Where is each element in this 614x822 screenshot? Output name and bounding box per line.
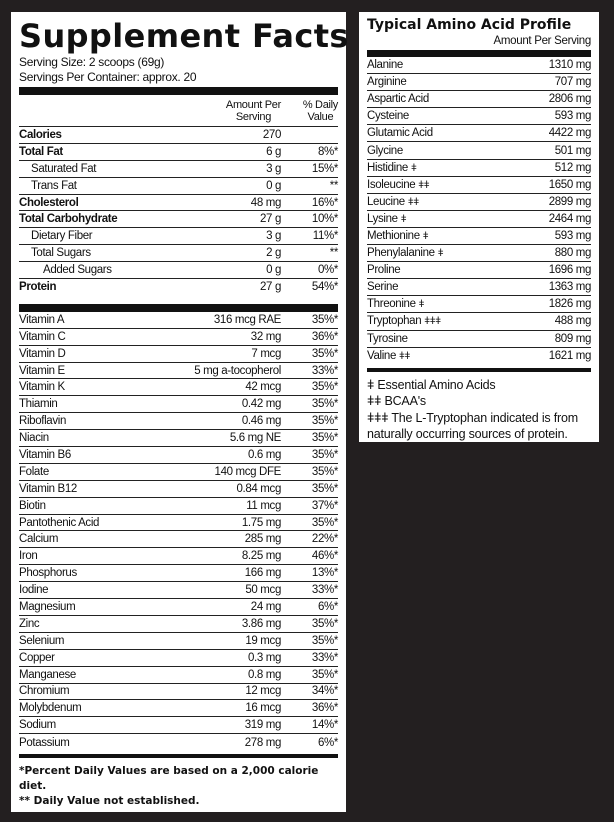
amino-amount: 1363 mg xyxy=(548,281,591,294)
nutrient-daily-value: 36%* xyxy=(311,702,338,715)
amino-mark: ǂ xyxy=(400,213,407,225)
amino-name xyxy=(367,247,555,259)
amino-name-text: Tyrosine xyxy=(367,332,408,345)
nutrient-amount: 50 mcg xyxy=(245,584,281,597)
amino-row xyxy=(367,228,591,245)
amino-amount: 2899 mg xyxy=(548,195,591,208)
nutrient-name: Iron xyxy=(19,550,38,563)
amino-mark: ǂ xyxy=(410,162,417,174)
nutrient-name: Vitamin E xyxy=(19,364,65,377)
nutrient-row xyxy=(19,396,338,413)
amino-row xyxy=(367,211,591,228)
nutrient-daily-value: 35%* xyxy=(311,516,338,529)
nutrient-name: Riboflavin xyxy=(19,415,66,428)
amino-name xyxy=(367,213,549,225)
nutrient-daily-value: 10%* xyxy=(311,213,338,226)
servings-per-container: Servings Per Container: approx. 20 xyxy=(19,70,197,84)
nutrient-amount: 0.46 mg xyxy=(241,415,281,428)
nutrient-daily-value: 0%* xyxy=(317,264,338,277)
amino-name-text: Tryptophan xyxy=(367,315,422,328)
nutrient-name: Total Sugars xyxy=(31,247,91,260)
nutrient-daily-value: 34%* xyxy=(311,685,338,698)
amino-amount: 488 mg xyxy=(554,315,591,328)
nutrient-row xyxy=(19,211,338,228)
serving-size: Serving Size: 2 scoops (69g) xyxy=(19,55,165,69)
amino-amount: 1650 mg xyxy=(548,178,591,191)
amino-name xyxy=(367,333,555,345)
nutrient-name: Total Carbohydrate xyxy=(19,213,118,226)
nutrient-amount: 0.6 mg xyxy=(247,448,281,461)
nutrient-daily-value: 35%* xyxy=(311,432,338,445)
amino-mark: ǂ xyxy=(418,299,425,311)
amino-row xyxy=(367,74,591,91)
amino-amount: 1696 mg xyxy=(548,264,591,277)
nutrient-row xyxy=(19,481,338,498)
nutrient-amount: 16 mcg xyxy=(245,702,281,715)
amino-name-text: Glycine xyxy=(367,144,403,157)
nutrient-amount: 3.86 mg xyxy=(241,617,281,630)
nutrient-name: Folate xyxy=(19,465,49,478)
nutrient-daily-value: 13%* xyxy=(311,567,338,580)
micros-table xyxy=(19,312,338,751)
nutrient-amount: 0.42 mg xyxy=(241,398,281,411)
amino-amount: 593 mg xyxy=(554,229,591,242)
amino-legend xyxy=(367,377,591,443)
nutrient-name: Chromium xyxy=(19,685,70,698)
nutrient-name: Dietary Fiber xyxy=(31,230,93,243)
amino-name-text: Proline xyxy=(367,264,401,277)
nutrient-row xyxy=(19,515,338,532)
nutrient-name: Potassium xyxy=(19,736,70,749)
nutrient-row xyxy=(19,195,338,212)
nutrient-amount: 166 mg xyxy=(244,567,281,580)
nutrient-amount: 3 g xyxy=(266,162,281,175)
header-amount-line1: Amount Per xyxy=(225,99,281,111)
amino-name-text: Serine xyxy=(367,281,399,294)
amino-amount: 501 mg xyxy=(554,144,591,157)
nutrient-amount: 0 g xyxy=(266,264,281,277)
amino-name-text: Arginine xyxy=(367,76,407,89)
nutrient-name: Cholesterol xyxy=(19,196,79,209)
amino-name xyxy=(367,230,555,242)
amino-name xyxy=(367,145,555,157)
amino-acid-panel xyxy=(359,12,599,442)
nutrient-row xyxy=(19,548,338,565)
amino-row xyxy=(367,279,591,296)
nutrient-row xyxy=(19,531,338,548)
nutrient-amount: 285 mg xyxy=(244,533,281,546)
nutrient-amount: 48 mg xyxy=(250,196,281,209)
amino-acid-subtitle: Amount Per Serving xyxy=(493,35,591,47)
nutrient-amount: 3 g xyxy=(266,230,281,243)
amino-mark: ǂǂǂ xyxy=(424,316,441,328)
amino-name xyxy=(367,76,555,88)
nutrient-name: Total Fat xyxy=(19,145,63,158)
amino-amount: 1621 mg xyxy=(548,350,591,363)
nutrient-name: Calories xyxy=(19,128,62,141)
nutrient-amount: 140 mcg DFE xyxy=(214,465,281,478)
amino-row xyxy=(367,142,591,159)
nutrient-daily-value: 54%* xyxy=(311,281,338,294)
nutrient-amount: 24 mg xyxy=(250,600,281,613)
amino-name xyxy=(367,315,555,327)
nutrient-name: Manganese xyxy=(19,668,76,681)
nutrient-name: Protein xyxy=(19,281,57,294)
amino-row xyxy=(367,313,591,330)
nutrient-amount: 11 mcg xyxy=(246,499,281,512)
amino-mark: ǂ xyxy=(422,230,429,242)
amino-name xyxy=(367,350,549,362)
amino-name-text: Threonine xyxy=(367,298,416,311)
nutrient-row xyxy=(19,228,338,245)
amino-row xyxy=(367,91,591,108)
nutrient-amount: 8.25 mg xyxy=(241,550,281,563)
nutrient-row xyxy=(19,363,338,380)
nutrient-name: Vitamin B12 xyxy=(19,482,77,495)
nutrient-amount: 0.8 mg xyxy=(247,668,281,681)
nutrient-name: Phosphorus xyxy=(19,567,77,580)
nutrient-daily-value: 8%* xyxy=(317,145,338,158)
nutrient-name: Vitamin K xyxy=(19,381,65,394)
supplement-facts-title: Supplement Facts xyxy=(19,17,349,55)
nutrient-daily-value: 35%* xyxy=(311,465,338,478)
medium-divider xyxy=(19,754,338,758)
nutrient-name: Zinc xyxy=(19,617,40,630)
nutrient-daily-value: 35%* xyxy=(311,617,338,630)
legend-item: ǂǂǂ The L-Tryptophan indicated is from naturally occurring sources of protein. xyxy=(367,410,578,442)
nutrient-daily-value: 33%* xyxy=(311,364,338,377)
amino-name xyxy=(367,281,549,293)
nutrient-row xyxy=(19,346,338,363)
nutrient-daily-value: 6%* xyxy=(317,736,338,749)
amino-amount: 707 mg xyxy=(554,76,591,89)
amino-name xyxy=(367,196,549,208)
nutrient-amount: 5 mg a-tocopherol xyxy=(194,364,281,377)
amino-name-text: Aspartic Acid xyxy=(367,93,429,106)
nutrient-row xyxy=(19,245,338,262)
nutrient-name: Molybdenum xyxy=(19,702,82,715)
nutrient-name: Niacin xyxy=(19,432,49,445)
amino-row xyxy=(367,296,591,313)
amino-name xyxy=(367,179,549,191)
nutrient-row xyxy=(19,178,338,195)
nutrient-amount: 7 mcg xyxy=(251,347,281,360)
nutrient-row xyxy=(19,650,338,667)
amino-amount: 2464 mg xyxy=(548,212,591,225)
amino-row xyxy=(367,160,591,177)
amino-mark: ǂǂ xyxy=(418,179,430,191)
nutrient-daily-value: 36%* xyxy=(311,330,338,343)
nutrient-row xyxy=(19,127,338,144)
supplement-facts-panel xyxy=(11,12,349,812)
nutrient-row xyxy=(19,498,338,515)
nutrient-row xyxy=(19,734,338,751)
footnote-not-established: ** Daily Value not established. xyxy=(19,795,200,808)
nutrient-daily-value: 35%* xyxy=(311,347,338,360)
amino-amount: 512 mg xyxy=(554,161,591,174)
amino-amount: 1310 mg xyxy=(548,59,591,72)
nutrient-row xyxy=(19,464,338,481)
nutrient-name: Copper xyxy=(19,651,55,664)
nutrient-daily-value: 46%* xyxy=(311,550,338,563)
nutrient-daily-value: 33%* xyxy=(311,651,338,664)
amino-row xyxy=(367,262,591,279)
amino-name xyxy=(367,264,549,276)
nutrient-amount: 6 g xyxy=(266,145,281,158)
amino-name xyxy=(367,110,555,122)
amino-row xyxy=(367,57,591,74)
nutrient-amount: 1.75 mg xyxy=(241,516,281,529)
amino-name-text: Leucine xyxy=(367,195,405,208)
nutrient-name: Vitamin A xyxy=(19,313,65,326)
amino-mark: ǂ xyxy=(437,248,444,260)
amino-name xyxy=(367,298,549,310)
thick-divider xyxy=(19,304,338,312)
amino-amount: 809 mg xyxy=(554,332,591,345)
nutrient-daily-value: 22%* xyxy=(311,533,338,546)
amino-name xyxy=(367,162,555,174)
legend-item: ǂ Essential Amino Acids xyxy=(367,377,496,392)
nutrient-daily-value: 35%* xyxy=(311,668,338,681)
amino-name xyxy=(367,59,549,71)
footnote-daily-values: *Percent Daily Values are based on a 2,000 calorie diet. xyxy=(19,765,319,793)
amino-row xyxy=(367,108,591,125)
nutrient-name: Biotin xyxy=(19,499,46,512)
amino-acid-title: Typical Amino Acid Profile xyxy=(367,17,572,33)
nutrient-daily-value: 16%* xyxy=(311,196,338,209)
nutrient-daily-value: 35%* xyxy=(311,381,338,394)
nutrient-row xyxy=(19,633,338,650)
nutrient-daily-value: 35%* xyxy=(311,398,338,411)
nutrient-row xyxy=(19,312,338,329)
nutrient-amount: 42 mcg xyxy=(245,381,281,394)
nutrient-row xyxy=(19,582,338,599)
amino-amount: 2806 mg xyxy=(548,93,591,106)
amino-row xyxy=(367,194,591,211)
header-amount-line2: Serving xyxy=(235,111,272,123)
nutrient-name: Calcium xyxy=(19,533,59,546)
macros-table xyxy=(19,127,338,296)
legend-item: ǂǂ BCAA's xyxy=(367,394,426,409)
header-dv-line2: Value xyxy=(307,111,334,123)
nutrient-name: Saturated Fat xyxy=(31,162,97,175)
nutrient-row xyxy=(19,144,338,161)
nutrient-row xyxy=(19,430,338,447)
nutrient-amount: 0 g xyxy=(266,179,281,192)
amino-name xyxy=(367,127,549,139)
nutrient-name: Pantothenic Acid xyxy=(19,516,100,529)
amino-name-text: Phenylalanine xyxy=(367,247,435,260)
nutrient-row xyxy=(19,279,338,296)
nutrient-row xyxy=(19,329,338,346)
amino-row xyxy=(367,177,591,194)
nutrient-amount: 278 mg xyxy=(244,736,281,749)
nutrient-daily-value: 35%* xyxy=(311,415,338,428)
nutrient-amount: 2 g xyxy=(266,247,281,260)
amino-name-text: Glutamic Acid xyxy=(367,127,433,140)
nutrient-row xyxy=(19,413,338,430)
nutrient-name: Iodine xyxy=(19,584,49,597)
amino-row xyxy=(367,245,591,262)
nutrient-name: Vitamin C xyxy=(19,330,66,343)
nutrient-amount: 0.84 mcg xyxy=(236,482,281,495)
nutrient-name: Sodium xyxy=(19,719,56,732)
nutrient-row xyxy=(19,447,338,464)
nutrient-amount: 316 mcg RAE xyxy=(213,313,281,326)
nutrient-amount: 19 mcg xyxy=(245,634,281,647)
nutrient-name: Vitamin D xyxy=(19,347,66,360)
amino-name-text: Valine xyxy=(367,350,397,363)
amino-row xyxy=(367,125,591,142)
nutrient-name: Selenium xyxy=(19,634,65,647)
nutrient-row xyxy=(19,565,338,582)
amino-name-text: Lysine xyxy=(367,212,398,225)
amino-amount: 1826 mg xyxy=(548,298,591,311)
nutrient-amount: 32 mg xyxy=(250,330,281,343)
nutrient-daily-value: 37%* xyxy=(311,499,338,512)
amino-name xyxy=(367,93,549,105)
nutrient-row xyxy=(19,599,338,616)
nutrient-amount: 12 mcg xyxy=(245,685,281,698)
nutrient-daily-value: 33%* xyxy=(311,584,338,597)
nutrient-daily-value: 35%* xyxy=(311,482,338,495)
amino-amount: 4422 mg xyxy=(548,127,591,140)
amino-name-text: Methionine xyxy=(367,229,420,242)
nutrient-amount: 5.6 mg NE xyxy=(229,432,281,445)
amino-mark: ǂǂ xyxy=(407,196,419,208)
nutrient-daily-value: 14%* xyxy=(311,719,338,732)
amino-mark: ǂǂ xyxy=(399,351,410,363)
nutrient-amount: 319 mg xyxy=(244,719,281,732)
amino-row xyxy=(367,348,591,365)
amino-name-text: Cysteine xyxy=(367,110,409,123)
nutrient-daily-value: ** xyxy=(329,179,338,192)
nutrient-name: Magnesium xyxy=(19,600,76,613)
header-dv-line1: % Daily xyxy=(302,99,338,111)
nutrient-daily-value: 15%* xyxy=(311,162,338,175)
nutrient-row xyxy=(19,667,338,684)
nutrient-row xyxy=(19,379,338,396)
nutrient-amount: 270 xyxy=(262,128,281,141)
nutrient-row xyxy=(19,700,338,717)
nutrient-row xyxy=(19,616,338,633)
amino-row xyxy=(367,331,591,348)
nutrient-daily-value: ** xyxy=(329,247,338,260)
nutrient-daily-value: 6%* xyxy=(317,600,338,613)
nutrient-name: Vitamin B6 xyxy=(19,448,71,461)
nutrient-row xyxy=(19,684,338,701)
amino-amount: 880 mg xyxy=(554,247,591,260)
nutrient-amount: 27 g xyxy=(260,281,281,294)
nutrient-daily-value: 11%* xyxy=(312,230,338,243)
nutrient-row xyxy=(19,161,338,178)
amino-amount: 593 mg xyxy=(554,110,591,123)
nutrient-name: Added Sugars xyxy=(43,264,112,277)
nutrient-daily-value: 35%* xyxy=(311,313,338,326)
nutrient-daily-value: 35%* xyxy=(311,448,338,461)
amino-name-text: Alanine xyxy=(367,59,403,72)
nutrient-daily-value: 35%* xyxy=(311,634,338,647)
column-header xyxy=(19,95,338,127)
medium-divider xyxy=(367,368,591,372)
amino-acid-table xyxy=(367,57,591,365)
nutrient-row xyxy=(19,262,338,279)
thick-divider xyxy=(19,87,338,95)
nutrient-name: Thiamin xyxy=(19,398,58,411)
amino-name-text: Isoleucine xyxy=(367,178,416,191)
nutrient-amount: 27 g xyxy=(260,213,281,226)
amino-name-text: Histidine xyxy=(367,161,408,174)
nutrient-row xyxy=(19,717,338,734)
thick-divider xyxy=(367,50,591,57)
nutrient-name: Trans Fat xyxy=(31,179,77,192)
nutrient-amount: 0.3 mg xyxy=(247,651,281,664)
